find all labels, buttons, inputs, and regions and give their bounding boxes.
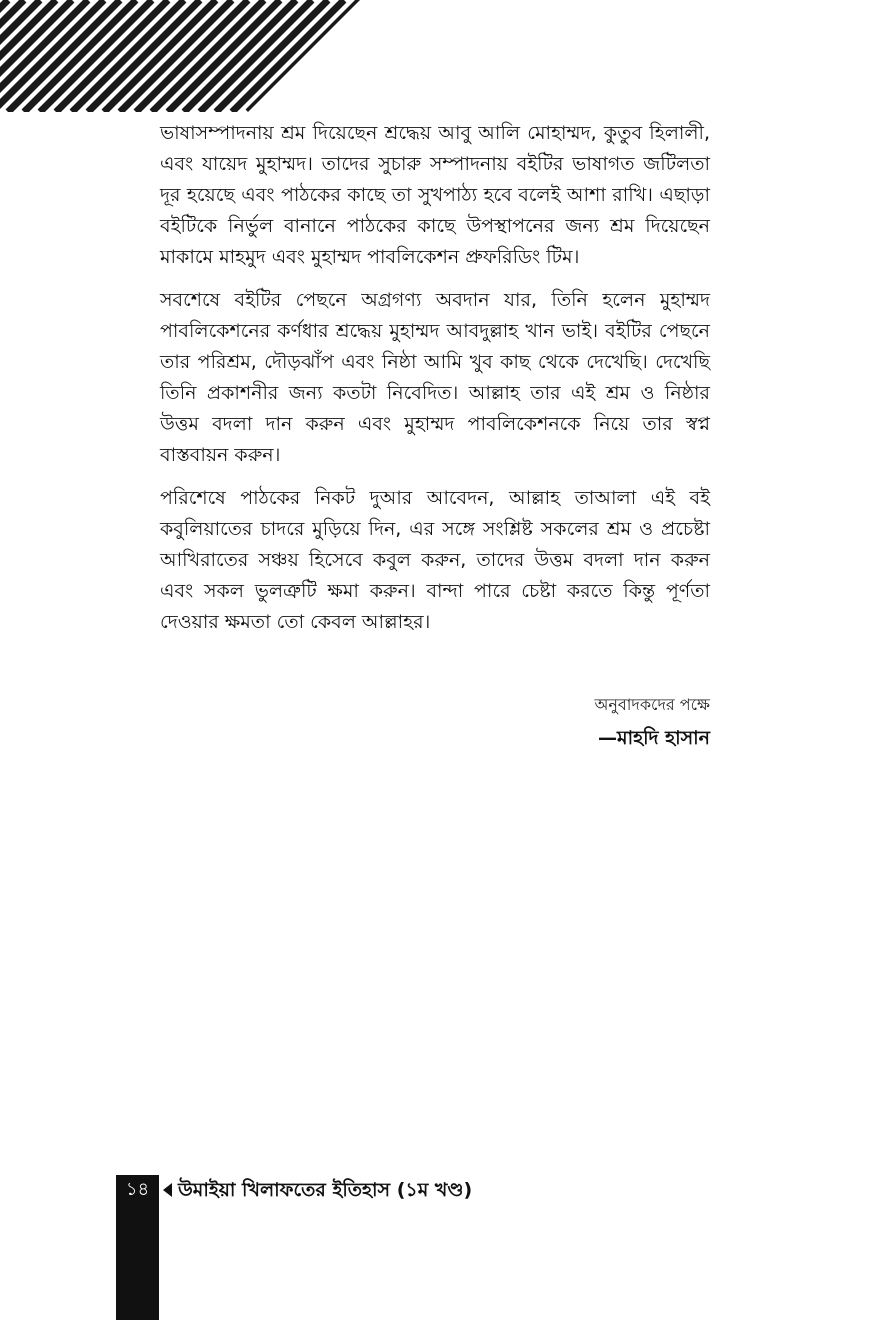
main-text-block — [160, 118, 710, 650]
left-triangle-icon — [163, 1183, 172, 1197]
running-title: উমাইয়া খিলাফতের ইতিহাস (১ম খণ্ড) — [178, 1179, 473, 1201]
signature-block — [594, 692, 710, 752]
corner-stripe-decoration — [0, 0, 360, 112]
page-number: ১৪ — [125, 1179, 150, 1200]
body-paragraph: সবশেষে বইটির পেছনে অগ্রগণ্য অবদান যার, তিনি হলেন মুহাম্মদ পাবলিকেশনের কর্ণধার শ্রদ্ধেয় মুহাম্মদ আবদুল্লাহ খান ভাই। বইটির পেছনে তার পরিশ্রম, দৌড়ঝাঁপ এবং নিষ্ঠা আমি খুব কাছ থেকে দেখেছি। দেখেছি তিনি প্রকাশনীর জন্য কতটা নিবেদিত। আল্লাহ তার এই শ্রম ও নিষ্ঠার উত্তম বদলা দান করুন এবং মুহাম্মদ পাবলিকেশনকে নিয়ে তার স্বপ্ন বাস্তবায়ন করুন। — [160, 289, 710, 466]
body-paragraph: পরিশেষে পাঠকের নিকট দুআর আবেদন, আল্লাহ তাআলা এই বই কবুলিয়াতের চাদরে মুড়িয়ে দিন, এর সঙ্গে সংশ্লিষ্ট সকলের শ্রম ও প্রচেষ্টা আখিরাতের সঞ্চয় হিসেবে কবুল করুন, তাদের উত্তম বদলা দান করুন এবং সকল ভুলত্রুটি ক্ষমা করুন। বান্দা পারে চেষ্টা করতে কিন্তু পূর্ণতা দেওয়ার ক্ষমতা তো কেবল আল্লাহর। — [160, 487, 710, 633]
body-paragraph: ভাষাসম্পাদনায় শ্রম দিয়েছেন শ্রদ্ধেয় আবু আলি মোহাম্মদ, কুতুব হিলালী, এবং যায়েদ মুহাম্মদ। তাদের সুচারু সম্পাদনায় বইটির ভাষাগত জটিলতা দূর হয়েছে এবং পাঠকের কাছে তা সুখপাঠ্য হবে বলেই আশা রাখি। এছাড়া বইটিকে নির্ভুল বানানে পাঠকের কাছে উপস্থাপনের জন্য শ্রম দিয়েছেন মাকামে মাহমুদ এবং মুহাম্মদ পাবলিকেশন প্রুফরিডিং টিম। — [160, 122, 710, 268]
signature-caption: অনুবাদকদের পক্ষে — [594, 695, 710, 714]
signature-name: —মাহদি হাসান — [598, 727, 710, 749]
